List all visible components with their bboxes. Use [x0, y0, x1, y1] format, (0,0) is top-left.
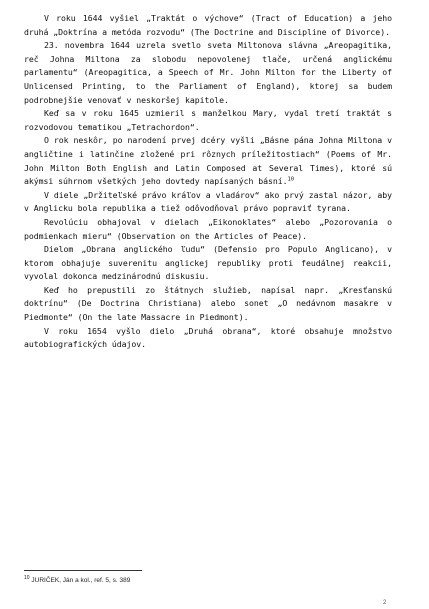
paragraph-poems	[24, 134, 392, 188]
paragraph-tract-of-education: V roku 1644 vyšiel „Traktát o výchove“ (Tract of Education) a jeho druhá „Doktrína a metóda rozvodu“ (The Doctrine and Discipline of Divorce).	[24, 13, 392, 37]
page-number: 2	[383, 600, 387, 606]
footnote-reference[interactable]: 10	[287, 176, 295, 183]
footnote-separator	[24, 570, 142, 571]
paragraph-poems-text: O rok neskôr, po narodení prvej dcéry vyšli „Básne pána Johna Miltona v angličtine i latinčine zložené pri rôznych príležitostiach“ (Poems of Mr. John Milton Both English and Latin Composed at Several Times), ktoré sú akýmsi súhrnom všetkých jeho dovtedy napísaných básní.	[24, 135, 392, 187]
footnote	[24, 575, 384, 584]
paragraph-tenure-of-kings: V diele „Držiteľské právo kráľov a vladárov“ ako prvý zastal názor, aby v Anglicku bola republika a tiež odôvodňoval právo popraviť tyrana.	[24, 189, 392, 214]
paragraph-de-doctrina: Keď ho prepustili zo štátnych služieb, napísal napr. „Kresťanskú doktrínu“ (De Doctrina Christiana) alebo sonet „O nedávnom masakre v Piedmonte“ (On the late Massacre in Piedmont).	[24, 284, 392, 323]
paragraph-second-defence: V roku 1654 vyšlo dielo „Druhá obrana“, ktoré obsahuje množstvo autobiografických údajov.	[24, 325, 392, 350]
footnote-text: JURIČEK, Ján a kol., ref. 5, s. 389	[31, 577, 131, 585]
paragraph-defensio: Dielom „Obrana anglického ľudu“ (Defensio pro Populo Anglicano), v ktorom obhajuje suverenitu anglickej republiky proti feudálnej reakcii, vyvolal dokonca medzinárodnú diskusiu.	[24, 244, 392, 282]
footnote-number: 10	[24, 575, 30, 581]
paragraph-eikonoklastes: Revolúciu obhajoval v dielach „Eikonoklates“ alebo „Pozorovania o podmienkach mieru“ (Observation on the Articles of Peace).	[24, 216, 392, 241]
document-body	[24, 12, 392, 352]
paragraph-areopagitica: 23. novembra 1644 uzrela svetlo sveta Miltonova slávna „Areopagitika, reč Johna Miltona za slobodu nepovolenej tlače, určená anglickému parlamentu“ (Areopagitica, a Speech of Mr. John Milton for the Liberty of Unlicensed Printing, to the Parliament of England), ktorej sa budem podrobnejšie venovať v neskoršej kapitole.	[24, 40, 392, 105]
paragraph-tetrachordon: Keď sa v roku 1645 uzmieril s manželkou Mary, vydal tretí traktát s rozvodovou tematikou „Tetrachordon“.	[24, 108, 392, 132]
